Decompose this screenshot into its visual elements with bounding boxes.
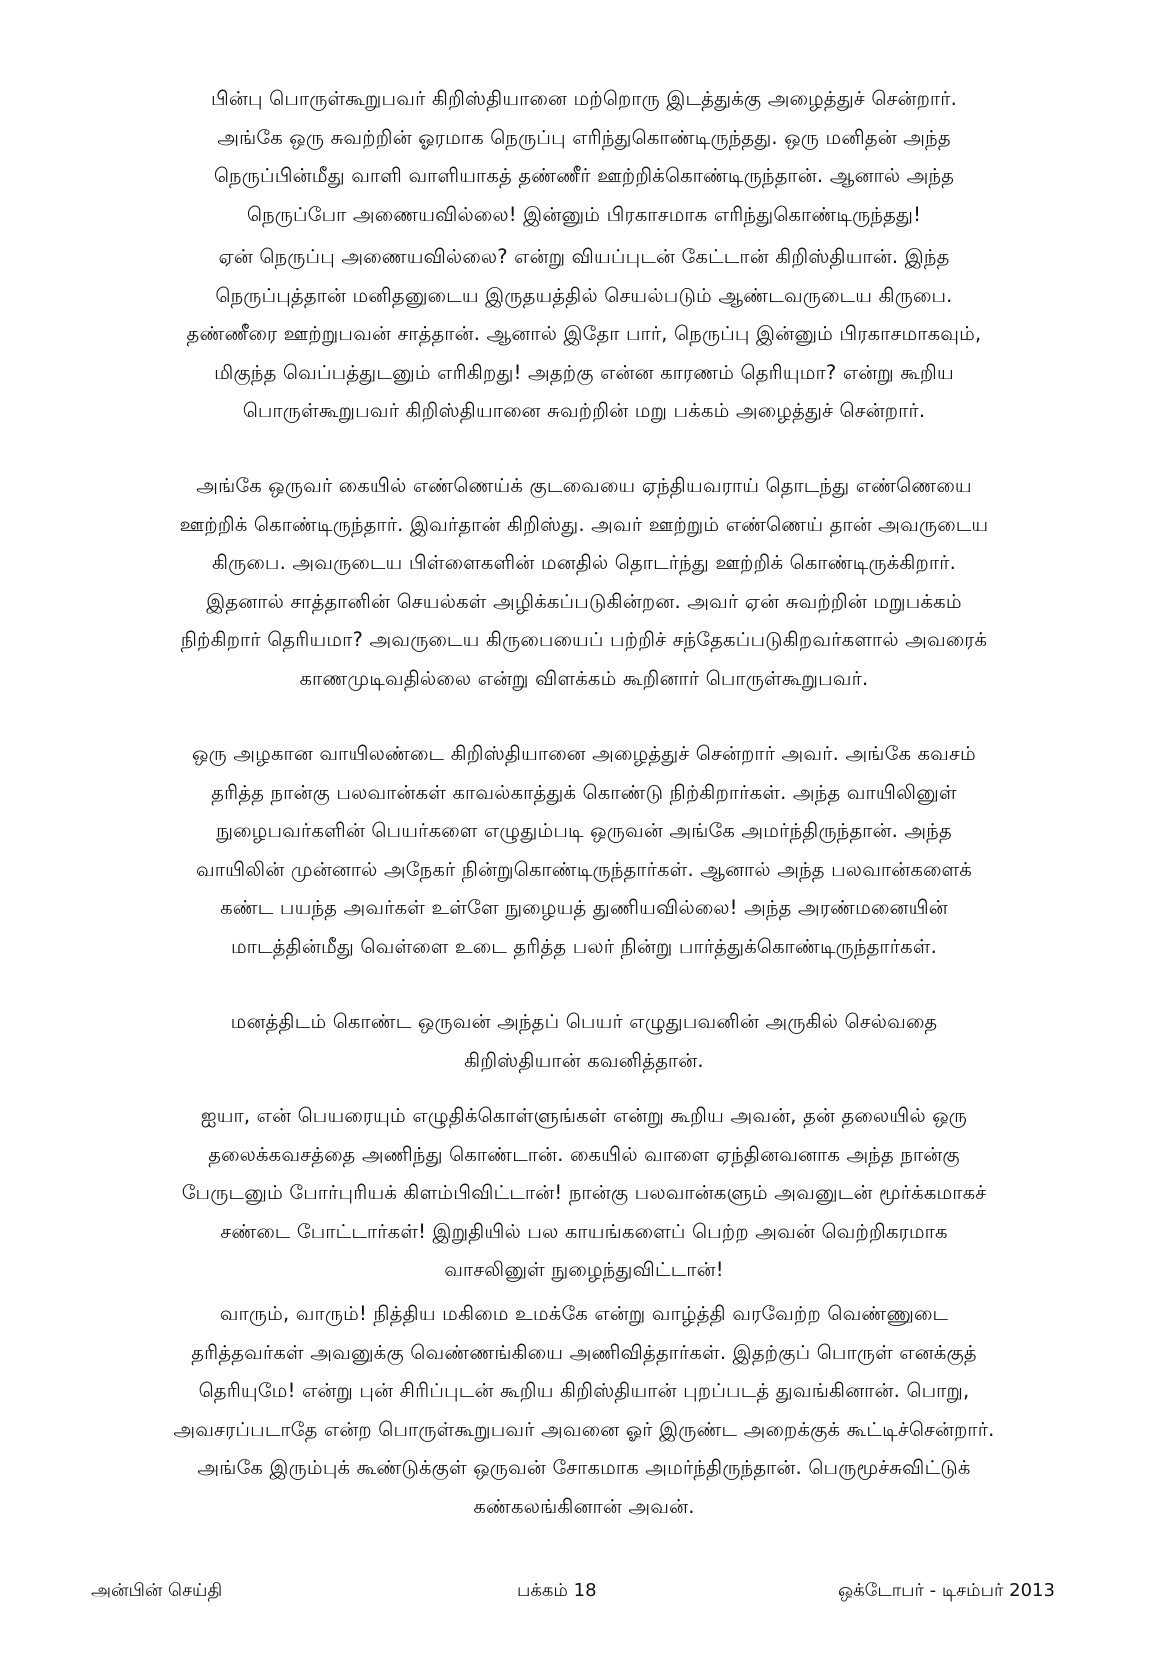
text-line: நெருப்பின்மீது வாளி வாளியாகத் தண்ணீர் ஊற்றிக்கொண்டிருந்தான். ஆனால் அந்த	[213, 164, 955, 187]
text-line: வாசலினுள் நுழைந்துவிட்டான்!	[444, 1258, 724, 1281]
text-line: அங்கே ஒரு சுவற்றின் ஓரமாக நெருப்பு எரிந்துகொண்டிருந்தது. ஒரு மனிதன் அந்த	[217, 125, 951, 149]
paragraph-6	[95, 1097, 1073, 1290]
text-line: சண்டை போட்டார்கள்! இறுதியில் பல காயங்களைப் பெற்ற அவன் வெற்றிகரமாக	[220, 1219, 948, 1243]
text-line: அங்கே இரும்புக் கூண்டுக்குள் ஒருவன் சோகமாக அமர்ந்திருந்தான். பெருமூச்சுவிட்டுக்	[197, 1456, 971, 1479]
text-line: நிற்கிறார் தெரியமா? அவருடைய கிருபையைப் பற்றிச் சந்தேகப்படுகிறவர்களால் அவரைக்	[180, 628, 988, 651]
text-line: அவசரப்படாதே என்ற பொருள்கூறுபவர் அவனை ஓர் இருண்ட அறைக்குக் கூட்டிச்சென்றார்.	[173, 1417, 995, 1441]
text-line: ஐயா, என் பெயரையும் எழுதிக்கொள்ளுங்கள் என்று கூறிய அவன், தன் தலையில் ஒரு	[200, 1104, 968, 1127]
paragraph-1	[95, 80, 1073, 234]
text-line: நெருப்போ அணையவில்லை! இன்னும் பிரகாசமாக எரிந்துகொண்டிருந்தது!	[246, 202, 922, 226]
text-line: பொருள்கூறுபவர் கிறிஸ்தியானை சுவற்றின் மறு பக்கம் அழைத்துச் சென்றார்.	[242, 399, 926, 422]
text-line: தெரியுமே! என்று புன் சிரிப்புடன் கூறிய கிறிஸ்தியான் புறப்படத் துவங்கினான். பொறு,	[198, 1379, 970, 1402]
text-line: இதனால் சாத்தானின் செயல்கள் அழிக்கப்படுகின்றன. அவர் ஏன் சுவற்றின் மறுபக்கம்	[206, 589, 962, 613]
text-line: தரித்தவர்கள் அவனுக்கு வெண்ணங்கியை அணிவித்தார்கள். இதற்குப் பொருள் எனக்குத்	[191, 1340, 977, 1364]
footer-issue-date: ஒக்டோபர் - டிசம்பர் 2013	[838, 1580, 1055, 1601]
footer-page-number: பக்கம் 18	[517, 1580, 597, 1601]
text-line: ஏன் நெருப்பு அணையவில்லை? என்று வியப்புடன் கேட்டான் கிறிஸ்தியான். இந்த	[218, 245, 950, 268]
text-line: மாடத்தின்மீது வெள்ளை உடை தரித்த பலர் நின்று பார்த்துக்கொண்டிருந்தார்கள்.	[230, 934, 938, 958]
text-line: நெருப்புத்தான் மனிதனுடைய இருதயத்தில் செயல்படும் ஆண்டவருடைய கிருபை.	[215, 283, 953, 307]
text-line: தரித்த நான்கு பலவான்கள் காவல்காத்துக் கொண்டு நிற்கிறார்கள். அந்த வாயிலினுள்	[211, 780, 957, 804]
paragraph-3	[95, 467, 1073, 698]
text-line: கண்கலங்கினான் அவன்.	[473, 1494, 695, 1518]
text-line: வாயிலின் முன்னால் அநேகர் நின்றுகொண்டிருந்தார்கள். ஆனால் அந்த பலவான்களைக்	[196, 857, 972, 881]
footer-publication-name: அன்பின் செய்தி	[91, 1580, 223, 1601]
text-line: கண்ட பயந்த அவர்கள் உள்ளே நுழையத் துணியவில்லை! அந்த அரண்மனையின்	[220, 896, 948, 919]
text-line: ஒரு அழகான வாயிலண்டை கிறிஸ்தியானை அழைத்துச் சென்றார் அவர். அங்கே கவசம்	[192, 742, 976, 765]
text-line: கிருபை. அவருடைய பிள்ளைகளின் மனதில் தொடர்ந்து ஊற்றிக் கொண்டிருக்கிறார்.	[211, 551, 957, 574]
text-line: பின்பு பொருள்கூறுபவர் கிறிஸ்தியானை மற்றொரு இடத்துக்கு அழைத்துச் சென்றார்.	[210, 87, 958, 110]
paragraph-7	[95, 1295, 1073, 1526]
text-line: ஊற்றிக் கொண்டிருந்தார். இவர்தான் கிறிஸ்து. அவர் ஊற்றும் எண்ணெய் தான் அவருடைய	[179, 512, 989, 536]
text-line: அங்கே ஒருவர் கையில் எண்ணெய்க் குடவையை ஏந்தியவராய் தொடந்து எண்ணெயை	[196, 474, 972, 497]
text-line: தண்ணீரை ஊற்றுபவன் சாத்தான். ஆனால் இதோ பார், நெருப்பு இன்னும் பிரகாசமாகவும்,	[186, 322, 982, 345]
text-line: மனத்திடம் கொண்ட ஒருவன் அந்தப் பெயர் எழுதுபவனின் அருகில் செல்வதை	[230, 1010, 938, 1033]
paragraph-2	[95, 238, 1073, 431]
text-line: பேருடனும் போர்புரியக் கிளம்பிவிட்டான்! நான்கு பலவான்களும் அவனுடன் மூர்க்கமாகச்	[181, 1181, 987, 1204]
paragraph-4	[95, 735, 1073, 966]
text-line: கிறிஸ்தியான் கவனித்தான்.	[464, 1048, 704, 1072]
text-line: காணமுடிவதில்லை என்று விளக்கம் கூறினார் பொருள்கூறுபவர்.	[299, 666, 869, 690]
text-line: வாரும், வாரும்! நித்திய மகிமை உமக்கே என்று வாழ்த்தி வரவேற்ற வெண்ணுடை	[219, 1302, 949, 1325]
page-footer	[0, 1576, 1167, 1606]
paragraph-5	[95, 1003, 1073, 1080]
text-line: நுழைபவர்களின் பெயர்களை எழுதும்படி ஒருவன் அங்கே அமர்ந்திருந்தான். அந்த	[216, 819, 952, 842]
text-line: தலைக்கவசத்தை அணிந்து கொண்டான். கையில் வாளை ஏந்தினவனாக அந்த நான்கு	[208, 1142, 960, 1166]
text-line: மிகுந்த வெப்பத்துடனும் எரிகிறது! அதற்கு என்ன காரணம் தெரியுமா? என்று கூறிய	[214, 360, 954, 384]
